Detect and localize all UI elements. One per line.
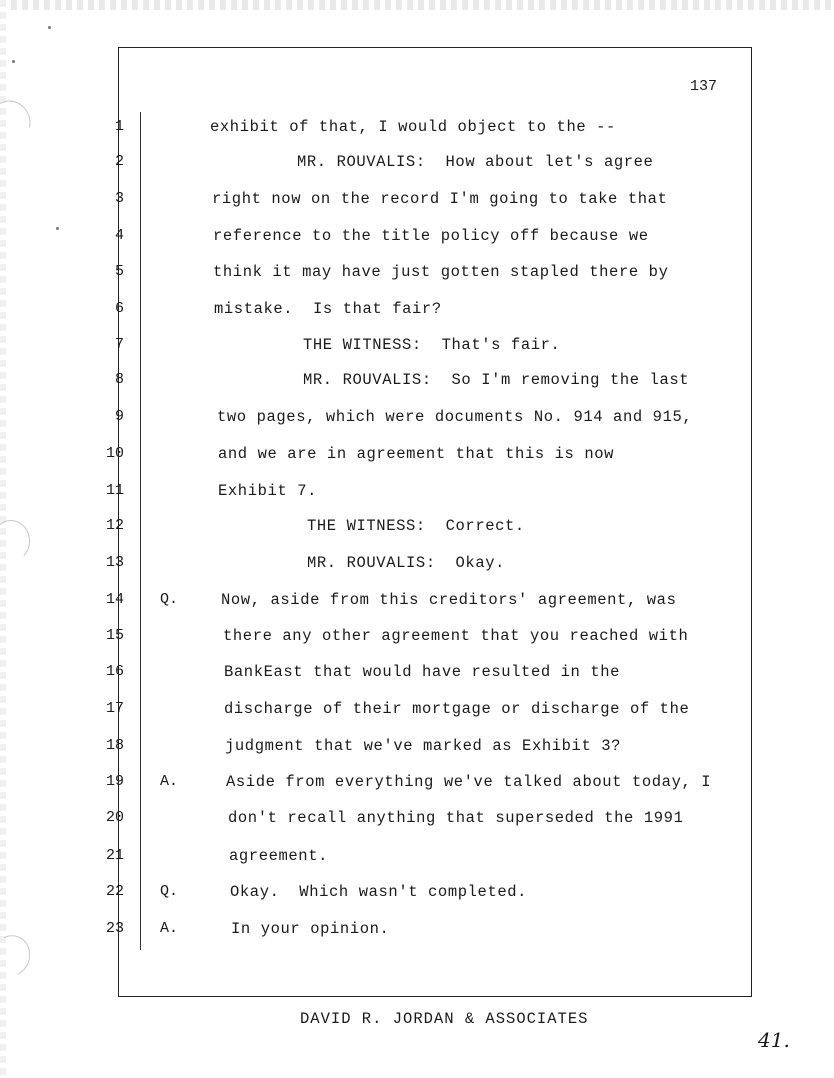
transcript-line — [0, 227, 834, 249]
line-text: MR. ROUVALIS: Okay. — [307, 554, 506, 572]
scan-speck — [48, 26, 51, 29]
speaker-marker: A. — [160, 773, 179, 790]
line-text: Aside from everything we've talked about today, I — [226, 773, 712, 791]
line-text: right now on the record I'm going to take that — [212, 190, 668, 208]
transcript-line — [0, 591, 834, 613]
line-number: 17 — [105, 700, 124, 717]
line-number: 18 — [105, 737, 124, 754]
line-text: think it may have just gotten stapled there by — [213, 263, 669, 281]
line-number: 5 — [114, 263, 124, 280]
line-number: 10 — [105, 445, 124, 462]
transcript-line — [0, 517, 834, 539]
line-text: there any other agreement that you reached with — [223, 627, 689, 645]
transcript-line — [0, 627, 834, 649]
transcript-line — [0, 263, 834, 285]
transcript-line — [0, 663, 834, 685]
transcript-line — [0, 883, 834, 905]
line-text: mistake. Is that fair? — [214, 300, 442, 318]
line-text: don't recall anything that superseded the 1991 — [228, 809, 684, 827]
transcript-line — [0, 920, 834, 942]
transcript-line — [0, 118, 834, 140]
line-text: THE WITNESS: Correct. — [307, 517, 525, 535]
line-text: and we are in agreement that this is now — [218, 445, 615, 463]
line-number: 22 — [105, 883, 124, 900]
line-number: 16 — [105, 663, 124, 680]
line-text: Exhibit 7. — [218, 482, 318, 500]
line-number: 20 — [105, 809, 124, 826]
line-number: 7 — [114, 336, 124, 353]
transcript-line — [0, 482, 834, 504]
line-text: two pages, which were documents No. 914 and 915, — [217, 408, 693, 426]
transcript-line — [0, 153, 834, 175]
scan-edge-top — [0, 0, 834, 10]
line-number: 23 — [105, 920, 124, 937]
line-number: 4 — [114, 227, 124, 244]
line-number: 21 — [105, 847, 124, 864]
speaker-marker: A. — [160, 920, 179, 937]
line-number: 3 — [114, 190, 124, 207]
transcript-line — [0, 737, 834, 759]
line-number: 11 — [105, 482, 124, 499]
line-number: 12 — [105, 517, 124, 534]
transcript-line — [0, 809, 834, 831]
line-number: 2 — [114, 153, 124, 170]
line-text: reference to the title policy off because we — [213, 227, 649, 245]
line-text: In your opinion. — [231, 920, 390, 938]
line-number: 19 — [105, 773, 124, 790]
transcript-line — [0, 773, 834, 795]
line-text: judgment that we've marked as Exhibit 3? — [225, 737, 622, 755]
scan-speck — [12, 60, 15, 63]
line-text: Okay. Which wasn't completed. — [230, 883, 528, 901]
speaker-marker: Q. — [160, 883, 179, 900]
transcript-line — [0, 300, 834, 322]
page-number: 137 — [690, 78, 718, 95]
line-number: 13 — [105, 554, 124, 571]
transcript-line — [0, 445, 834, 467]
line-text: Now, aside from this creditors' agreement, was — [221, 591, 677, 609]
line-number: 8 — [114, 371, 124, 388]
line-number: 6 — [114, 300, 124, 317]
speaker-marker: Q. — [160, 591, 179, 608]
line-number: 9 — [114, 408, 124, 425]
line-number: 15 — [105, 627, 124, 644]
transcript-line — [0, 190, 834, 212]
line-text: agreement. — [229, 847, 329, 865]
transcript-line — [0, 408, 834, 430]
court-reporter-footer: DAVID R. JORDAN & ASSOCIATES — [300, 1010, 589, 1028]
transcript-line — [0, 700, 834, 722]
line-number: 14 — [105, 591, 124, 608]
transcript-line — [0, 371, 834, 393]
line-text: THE WITNESS: That's fair. — [303, 336, 561, 354]
transcript-line — [0, 847, 834, 869]
line-number: 1 — [114, 118, 124, 135]
handwritten-page-mark: 41. — [758, 1028, 790, 1052]
transcript-line — [0, 554, 834, 576]
line-text: exhibit of that, I would object to the -- — [210, 118, 616, 136]
line-text: BankEast that would have resulted in the — [224, 663, 621, 681]
line-text: MR. ROUVALIS: So I'm removing the last — [303, 371, 690, 389]
transcript-line — [0, 336, 834, 358]
line-text: discharge of their mortgage or discharge of the — [224, 700, 690, 718]
line-text: MR. ROUVALIS: How about let's agree — [297, 153, 654, 171]
